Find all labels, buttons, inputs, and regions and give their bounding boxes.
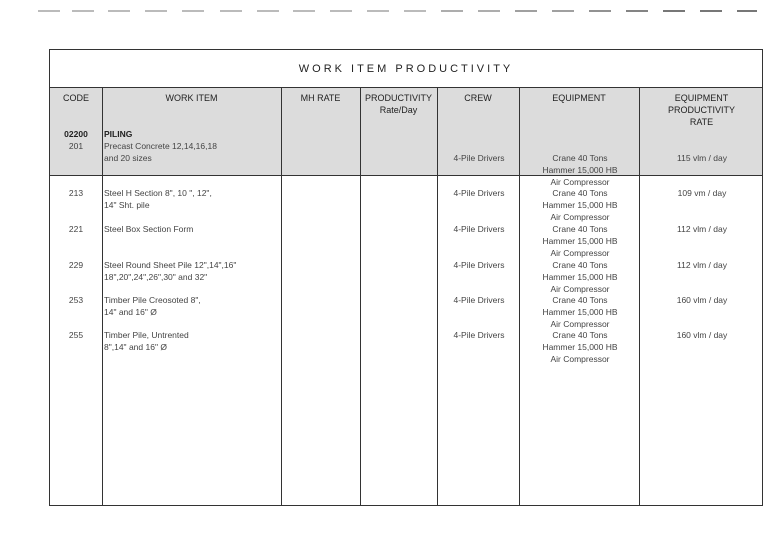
page-title: WORK ITEM PRODUCTIVITY: [50, 50, 762, 88]
row-equipment-line2: Hammer 15,000 HB: [542, 342, 618, 352]
row-item-line1: Steel Box Section Form: [104, 224, 194, 234]
row-item-line2: and 20 sizes: [104, 153, 152, 163]
header-equipment-rate: [639, 92, 764, 128]
header-productivity-line1: PRODUCTIVITY: [364, 93, 432, 103]
row-item-line1: Precast Concrete 12,14,16,18: [104, 141, 217, 151]
header-code: CODE: [62, 93, 89, 103]
header-mh-rate: MH RATE: [300, 93, 341, 103]
header-productivity: [360, 92, 437, 116]
row-crew: 4-Pile Drivers: [453, 295, 505, 305]
row-crew: 4-Pile Drivers: [453, 260, 505, 270]
row-equipment-line3: Air Compressor: [550, 319, 610, 329]
row-equipment-line2: Hammer 15,000 HB: [542, 200, 618, 210]
row-item-line1: Steel H Section 8", 10 ", 12",: [104, 188, 212, 198]
column-divider: [360, 88, 361, 505]
row-code: 229: [68, 260, 84, 270]
row-code: 213: [68, 188, 84, 198]
row-equipment-line3: Air Compressor: [550, 212, 610, 222]
row-equipment-line2: Hammer 15,000 HB: [542, 307, 618, 317]
row-item-line2: 14" and 16" Ø: [104, 307, 157, 317]
row-equipment-line1: Crane 40 Tons: [552, 295, 608, 305]
row-item-line1: Timber Pile Creosoted 8",: [104, 295, 201, 305]
row-rate: 160 vlm / day: [676, 295, 728, 305]
row-equipment-line3: Air Compressor: [550, 177, 610, 187]
row-equipment-line3: Air Compressor: [550, 248, 610, 258]
section-code: 02200: [64, 129, 88, 139]
row-equipment-line2: Hammer 15,000 HB: [542, 236, 618, 246]
column-divider: [281, 88, 282, 505]
row-equipment-line2: Hammer 15,000 HB: [542, 165, 618, 175]
header-eq-rate-line2: PRODUCTIVITY: [667, 105, 735, 115]
row-code: 221: [68, 224, 84, 234]
row-equipment-line3: Air Compressor: [550, 354, 610, 364]
header-equipment: EQUIPMENT: [552, 93, 606, 103]
column-divider: [102, 88, 103, 505]
header-crew: CREW: [464, 93, 492, 103]
row-code: 201: [68, 141, 84, 151]
row-item-line1: Steel Round Sheet Pile 12",14",16": [104, 260, 237, 270]
row-equipment-line3: Air Compressor: [550, 284, 610, 294]
productivity-sheet: [49, 49, 763, 506]
row-crew: 4-Pile Drivers: [453, 224, 505, 234]
row-rate: 109 vm / day: [677, 188, 727, 198]
row-item-line2: 8",14" and 16" Ø: [104, 342, 167, 352]
row-equipment-line1: Crane 40 Tons: [552, 153, 608, 163]
section-label: PILING: [104, 129, 133, 139]
row-code: 253: [68, 295, 84, 305]
scan-artifact-strip: [0, 0, 768, 22]
row-equipment-line1: Crane 40 Tons: [552, 330, 608, 340]
row-rate: 112 vlm / day: [677, 224, 727, 234]
header-work-item: WORK ITEM: [165, 93, 218, 103]
header-eq-rate-line3: RATE: [689, 117, 714, 127]
row-crew: 4-Pile Drivers: [453, 153, 505, 163]
row-equipment-line2: Hammer 15,000 HB: [542, 272, 618, 282]
row-rate: 160 vlm / day: [676, 330, 728, 340]
row-equipment-line1: Crane 40 Tons: [552, 224, 608, 234]
row-crew: 4-Pile Drivers: [453, 188, 505, 198]
row-rate: 115 vlm / day: [677, 153, 727, 163]
row-crew: 4-Pile Drivers: [453, 330, 505, 340]
row-item-line2: 18",20",24",26",30" and 32": [104, 272, 208, 282]
header-productivity-line2: Rate/Day: [379, 105, 418, 115]
row-rate: 112 vlm / day: [677, 260, 727, 270]
row-equipment-line1: Crane 40 Tons: [552, 260, 608, 270]
row-item-line1: Timber Pile, Untrented: [104, 330, 189, 340]
header-eq-rate-line1: EQUIPMENT: [674, 93, 729, 103]
row-code: 255: [68, 330, 84, 340]
row-item-line2: 14" Sht. pile: [104, 200, 150, 210]
row-equipment-line1: Crane 40 Tons: [552, 188, 608, 198]
